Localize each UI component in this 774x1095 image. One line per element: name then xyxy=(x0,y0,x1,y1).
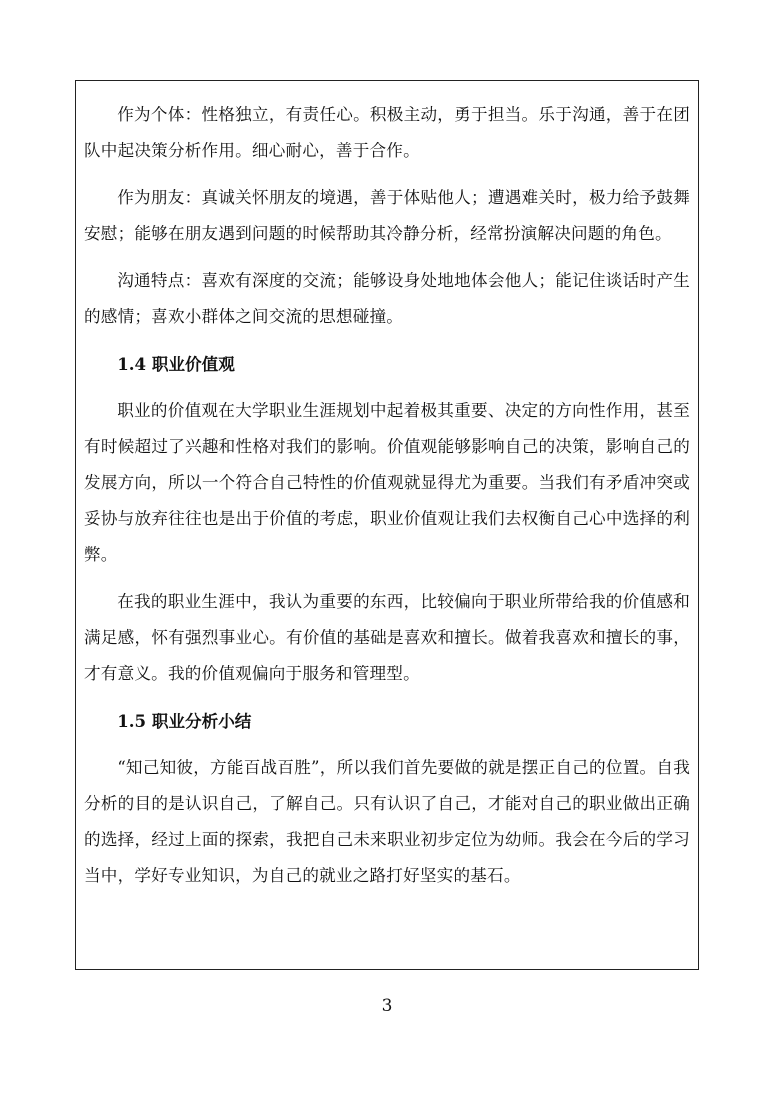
paragraph-individual: 作为个体：性格独立，有责任心。积极主动，勇于担当。乐于沟通，善于在团队中起决策分析作用。细心耐心，善于合作。 xyxy=(84,105,690,160)
document-body xyxy=(84,97,690,905)
paragraph-values-1: 职业的价值观在大学职业生涯规划中起着极其重要、决定的方向性作用，甚至有时候超过了兴趣和性格对我们的影响。价值观能够影响自己的决策，影响自己的发展方向，所以一个符合自己特性的价值观就显得尤为重要。当我们有矛盾冲突或妥协与放弃往往也是出于价值的考虑，职业价值观让我们去权衡自己心中选择的利弊。 xyxy=(84,401,690,564)
content-frame xyxy=(75,80,699,970)
paragraph-friend: 作为朋友：真诚关怀朋友的境遇，善于体贴他人；遭遇难关时，极力给予鼓舞安慰；能够在朋友遇到问题的时候帮助其冷静分析，经常扮演解决问题的角色。 xyxy=(84,188,690,243)
section-heading-1-5: 1.5 职业分析小结 xyxy=(117,711,252,731)
page-number: 3 xyxy=(381,996,393,1016)
section-heading-1-4: 1.4 职业价值观 xyxy=(117,354,235,374)
paragraph-summary: “知己知彼，方能百战百胜”，所以我们首先要做的就是摆正自己的位置。自我分析的目的是认识自己，了解自己。只有认识了自己，才能对自己的职业做出正确的选择，经过上面的探索，我把自己未来职业初步定位为幼师。我会在今后的学习当中，学好专业知识，为自己的就业之路打好坚实的基石。 xyxy=(84,758,690,885)
paragraph-communication: 沟通特点：喜欢有深度的交流；能够设身处地地体会他人；能记住谈话时产生的感情；喜欢小群体之间交流的思想碰撞。 xyxy=(84,271,690,326)
paragraph-values-2: 在我的职业生涯中，我认为重要的东西，比较偏向于职业所带给我的价值感和满足感，怀有强烈事业心。有价值的基础是喜欢和擅长。做着我喜欢和擅长的事，才有意义。我的价值观偏向于服务和管理型。 xyxy=(84,592,690,683)
